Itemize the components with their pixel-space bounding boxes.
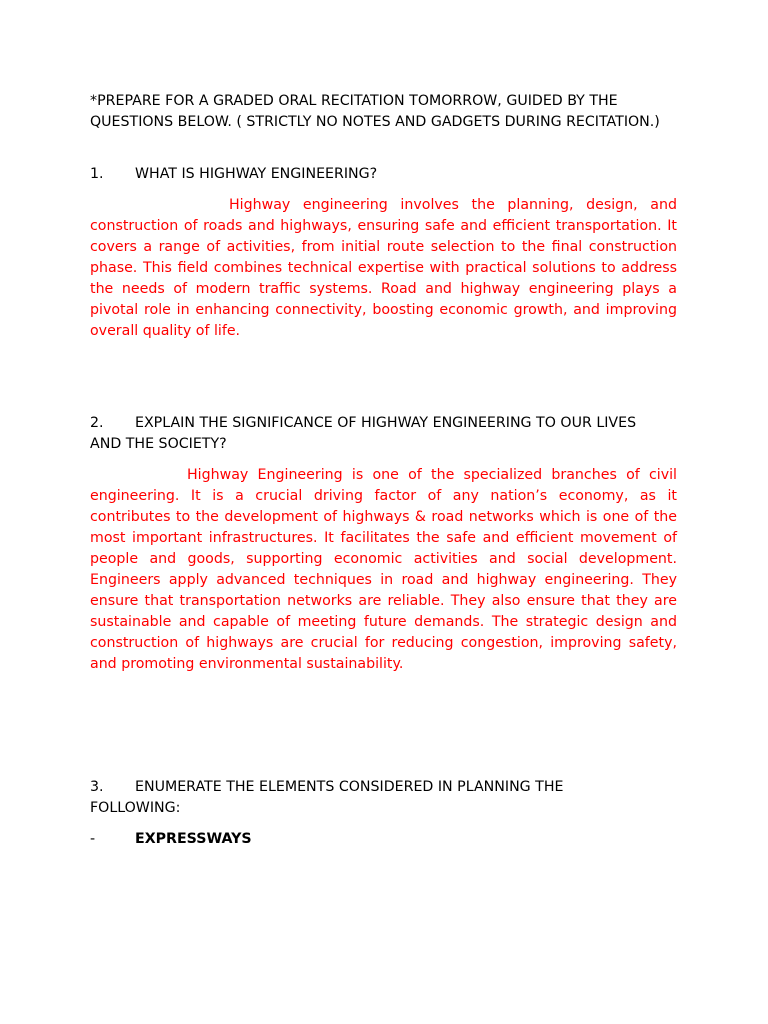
instruction-text: *PREPARE FOR A GRADED ORAL RECITATION TOMORROW, GUIDED BY THE QUESTIONS BELOW. ( STRICTLY NO NOTES AND GADGETS DURING RECITATION.): [90, 93, 660, 130]
answer-1-text: Highway engineering involves the planning, design, and construction of roads and highways, ensuring safe and efficient transportation. It covers a range of activities, from initial route selection to the final construction phase. This field combines technical expertise with practical solutions to address the needs of modern traffic systems. Road and highway engineering plays a pivotal role in enhancing connectivity, boosting economic growth, and improving overall quality of life.: [90, 197, 677, 339]
question-1-text: WHAT IS HIGHWAY ENGINEERING?: [135, 166, 378, 182]
answer-1-block: [90, 195, 677, 342]
answer-2-text: Highway Engineering is one of the specialized branches of civil engineering. It is a crucial driving factor of any nation’s economy, as it contributes to the development of highways & road networks which is one of the most important infrastructures. It facilitates the safe and efficient movement of people and goods, supporting economic activities and social development. Engineers apply advanced techniques in road and highway engineering. They ensure that transportation networks are reliable. They also ensure that they are sustainable and capable of meeting future demands. The strategic design and construction of highways are crucial for reducing congestion, improving safety, and promoting environmental sustainability.: [90, 467, 677, 672]
question-1-number: 1.: [90, 166, 104, 182]
question-3-text-line1: ENUMERATE THE ELEMENTS CONSIDERED IN PLANNING THE: [135, 779, 564, 795]
question-2-text-line1: EXPLAIN THE SIGNIFICANCE OF HIGHWAY ENGINEERING TO OUR LIVES: [135, 415, 637, 431]
question-2-number: 2.: [90, 415, 104, 431]
bullet-item-expressways: [90, 829, 677, 850]
question-3: [90, 777, 677, 819]
instruction-block: [90, 91, 677, 133]
bullet-marker: -: [90, 831, 96, 847]
question-1: [90, 164, 677, 185]
bullet-text: EXPRESSWAYS: [135, 831, 252, 847]
question-2: [90, 413, 677, 455]
answer-2-block: [90, 465, 677, 675]
question-2-text-line2: AND THE SOCIETY?: [90, 436, 227, 452]
question-3-text-line2: FOLLOWING:: [90, 800, 181, 816]
question-3-number: 3.: [90, 779, 104, 795]
